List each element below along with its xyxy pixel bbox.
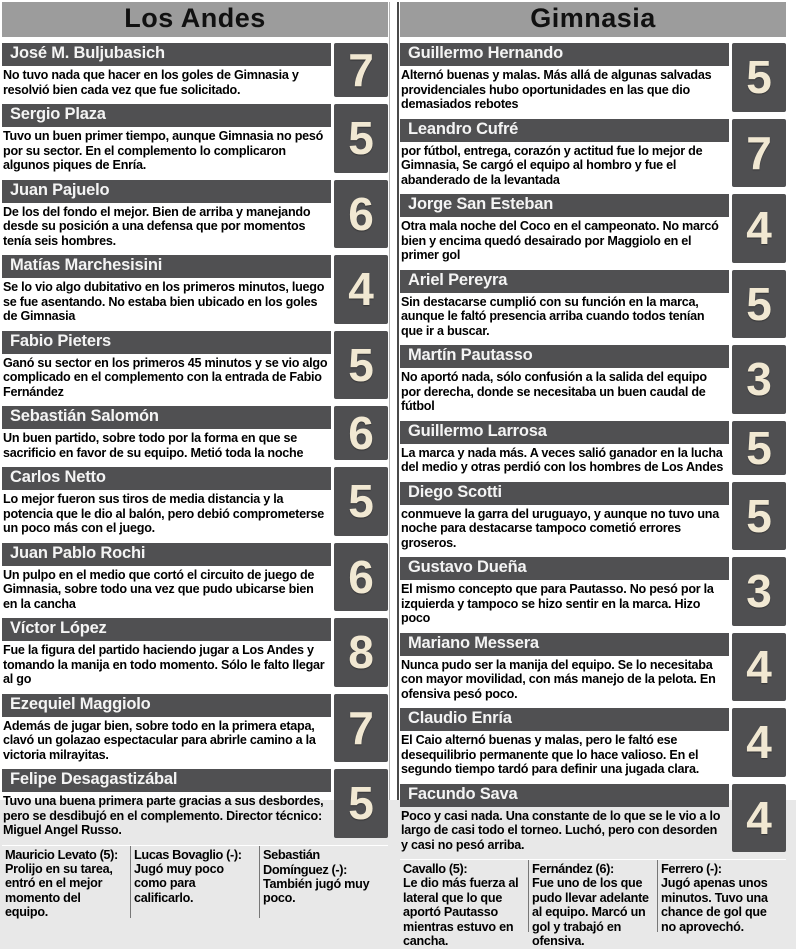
substitute-note [528,860,657,948]
player-name: Mariano Messera [400,633,729,656]
player-entry [2,43,388,97]
player-name: Felipe Desagastizábal [2,769,331,792]
player-entry [400,345,786,414]
player-rating-box: 4 [334,255,388,324]
player-entry [2,769,388,838]
player-name: Facundo Sava [400,784,729,807]
substitute-note [657,860,786,932]
player-rating-box: 5 [334,104,388,173]
player-description: Otra mala noche del Coco en el campeonato. No marcó bien y encima quedó desairado por Maggiolo en el primer gol [401,219,719,262]
player-entry-main [2,618,331,687]
los-andes-title: Los Andes [2,2,388,37]
player-entry-main [400,421,729,475]
player-rating-box: 6 [334,180,388,249]
player-entry-main [400,482,729,551]
player-name: Martín Pautasso [400,345,729,368]
substitute-name: Sebastián Domínguez (-): [263,846,347,877]
substitute-name: Fernández (6): [532,861,614,876]
player-rating-box: 3 [732,557,786,626]
player-entry-main [2,180,331,249]
player-description: Alternó buenas y malas. Más allá de algunas salvadas providenciales hubo oportunidades en las que dio demasiados rebotes [401,68,712,111]
player-rating-box: 5 [732,270,786,339]
player-rating-box: 5 [334,331,388,400]
gimnasia-player-list [400,43,786,859]
player-entry [2,255,388,324]
player-rating-box: 5 [732,43,786,112]
player-description: Sin destacarse cumplió con su función en la marca, aunque le faltó presencia arriba cuando todos tenían que ir a buscar. [401,294,705,338]
player-description: Ganó su sector en los primeros 45 minutos y se vio algo complicado en el complemento con la entrada de Fabio Fernández [3,355,328,399]
player-description: Un buen partido, sobre todo por la forma en que se sacrificio en favor de su equipo. Metió toda la noche [3,431,304,460]
substitute-text: Jugó muy poco como para calificarlo. [134,861,224,905]
player-description: Un pulpo en el medio que cortó el circuito de juego de Gimnasia, sobre todo una vez que pudo ubicarse bien en la cancha [3,567,315,611]
gimnasia-column [400,2,786,948]
player-entry [400,482,786,551]
player-description: Además de jugar bien, sobre todo en la primera etapa, clavó un golazao espectacular para abrirle camino a la victoria milrayitas. [3,718,316,762]
player-entry [2,543,388,612]
los-andes-column [2,2,388,919]
player-entry [2,467,388,536]
player-entry [2,180,388,249]
player-name: Leandro Cufré [400,119,729,142]
player-rating-box: 7 [334,694,388,763]
substitute-note [400,860,528,948]
player-description: Poco y casi nada. Una constante de lo que se le vio a lo largo de casi todo el torneo. Luchó, pero con desorden y casi no pesó arriba. [401,808,721,852]
substitute-name: Ferrero (-): [661,861,722,876]
substitute-text: Le dio más fuerza al lateral que lo que aportó Pautasso mientras estuvo en cancha. [403,876,519,948]
player-entry-main [400,633,729,702]
player-entry-main [2,694,331,763]
player-entry-main [400,194,729,263]
player-name: Guillermo Hernando [400,43,729,66]
player-description: No aportó nada, sólo confusión a la salida del equipo por derecha, donde se necesitaba un buen caudal de fútbol [401,370,707,413]
gimnasia-substitutes [400,859,786,948]
player-entry-main [2,43,331,97]
player-entry-main [2,543,331,612]
player-description: No tuvo nada que hacer en los goles de Gimnasia y resolvió bien cada vez que fue solicitado. [3,68,299,97]
player-description: Nunca pudo ser la manija del equipo. Se lo necesitaba con mayor movilidad, con más manejo de la pelota. En ofensiva pesó poco. [401,657,716,701]
player-entry [400,784,786,853]
player-name: Jorge San Esteban [400,194,729,217]
player-entry [2,331,388,400]
player-description: El mismo concepto que para Pautasso. No pesó por la izquierda y tampoco se hizo sentir en la marca. Hizo poco [401,582,714,625]
substitute-name: Mauricio Levato (5): [5,846,118,862]
player-name: Guillermo Larrosa [400,421,729,444]
substitute-text: Jugó apenas unos minutos. Tuvo una chance de gol que no aprovechó. [661,876,768,934]
substitute-name: Cavallo (5): [403,861,468,876]
player-rating-box: 5 [732,421,786,475]
player-entry-main [2,769,331,838]
player-name: Fabio Pieters [2,331,331,354]
player-entry-main [400,708,729,777]
substitute-text: Prolijo en su tarea, entró en el mejor momento del equipo. [5,861,113,919]
player-description: El Caio alternó buenas y malas, pero le faltó ese desequilibrio permanente que lo hace valioso. En el segundo tiempo tardó para definir una jugada clara. [401,733,699,776]
substitute-note [2,846,130,918]
player-name: José M. Buljubasich [2,43,331,66]
player-rating-box: 5 [334,769,388,838]
player-entry-main [2,104,331,173]
los-andes-player-list [2,43,388,845]
player-rating-box: 4 [732,708,786,777]
player-description: La marca y nada más. A veces salió ganador en la lucha del medio y otras perdió con los hombres de Los Andes [401,445,724,474]
player-entry [2,618,388,687]
player-name: Juan Pablo Rochi [2,543,331,566]
player-description: Fue la figura del partido haciendo jugar a Los Andes y tomando la manija en todo momento. Sólo le falto llegar al go [3,643,325,686]
player-rating-box: 8 [334,618,388,687]
player-rating-box: 6 [334,406,388,460]
player-rating-box: 5 [732,482,786,551]
substitute-text: También jugó muy poco. [263,876,370,905]
player-entry-main [400,557,729,626]
player-description: Se lo vio algo dubitativo en los primeros minutos, luego se fue asentando. No estaba bien ubicado en los goles de Gimnasia [3,280,325,323]
player-name: Sergio Plaza [2,104,331,127]
player-description: De los del fondo el mejor. Bien de arriba y manejando desde su posición a una defensa que por momentos tenía seis hombres. [3,204,311,248]
player-name: Matías Marchesisini [2,255,331,278]
player-entry [2,104,388,173]
player-entry-main [2,331,331,400]
player-description: Tuvo una buena primera parte gracias a sus desbordes, pero se desdibujó en el complemento. Director técnico: Miguel Angel Russo. [3,794,324,837]
player-rating-box: 6 [334,543,388,612]
column-divider [389,2,399,800]
substitute-note [259,846,388,918]
player-entry [400,421,786,475]
player-name: Carlos Netto [2,467,331,490]
player-entry-main [2,255,331,324]
player-rating-box: 3 [732,345,786,414]
player-rating-box: 4 [732,633,786,702]
player-entry [400,708,786,777]
player-entry-main [400,43,729,112]
player-entry [400,194,786,263]
player-entry [400,633,786,702]
player-entry [2,406,388,460]
player-entry [400,119,786,188]
player-description: por fútbol, entrega, corazón y actitud fue lo mejor de Gimnasia, Se cargó el equipo al hombro y fue el abanderado de la levantada [401,143,703,187]
player-entry [400,557,786,626]
player-rating-box: 7 [732,119,786,188]
player-entry [400,270,786,339]
player-name: Juan Pajuelo [2,180,331,203]
player-entry [2,694,388,763]
player-name: Gustavo Dueña [400,557,729,580]
player-entry-main [400,270,729,339]
substitute-name: Lucas Bovaglio (-): [134,846,242,862]
player-rating-box: 7 [334,43,388,97]
player-rating-box: 5 [334,467,388,536]
player-name: Víctor López [2,618,331,641]
substitute-text: Fue uno de los que pudo llevar adelante al equipo. Marcó un gol y trabajó en ofensiva. [532,876,649,948]
player-description: conmueve la garra del uruguayo, y aunque no tuvo una noche para destacarse tampoco cometió errores groseros. [401,506,719,550]
player-name: Ezequiel Maggiolo [2,694,331,717]
substitute-note [130,846,259,918]
player-name: Claudio Enría [400,708,729,731]
player-entry-main [400,784,729,853]
player-entry-main [2,467,331,536]
player-name: Diego Scotti [400,482,729,505]
los-andes-substitutes [2,845,388,918]
player-entry-main [400,119,729,188]
gimnasia-title: Gimnasia [400,2,786,37]
player-description: Tuvo un buen primer tiempo, aunque Gimnasia no pesó por su sector. En el complemento lo complicaron algunos piques de Enría. [3,129,324,172]
player-entry-main [2,406,331,460]
player-entry [400,43,786,112]
player-name: Sebastián Salomón [2,406,331,429]
player-entry-main [400,345,729,414]
player-description: Lo mejor fueron sus tiros de media distancia y la potencia que le dio al balón, pero debió comprometerse un poco más con el juego. [3,492,324,535]
player-rating-box: 4 [732,784,786,853]
player-rating-box: 4 [732,194,786,263]
player-name: Ariel Pereyra [400,270,729,293]
